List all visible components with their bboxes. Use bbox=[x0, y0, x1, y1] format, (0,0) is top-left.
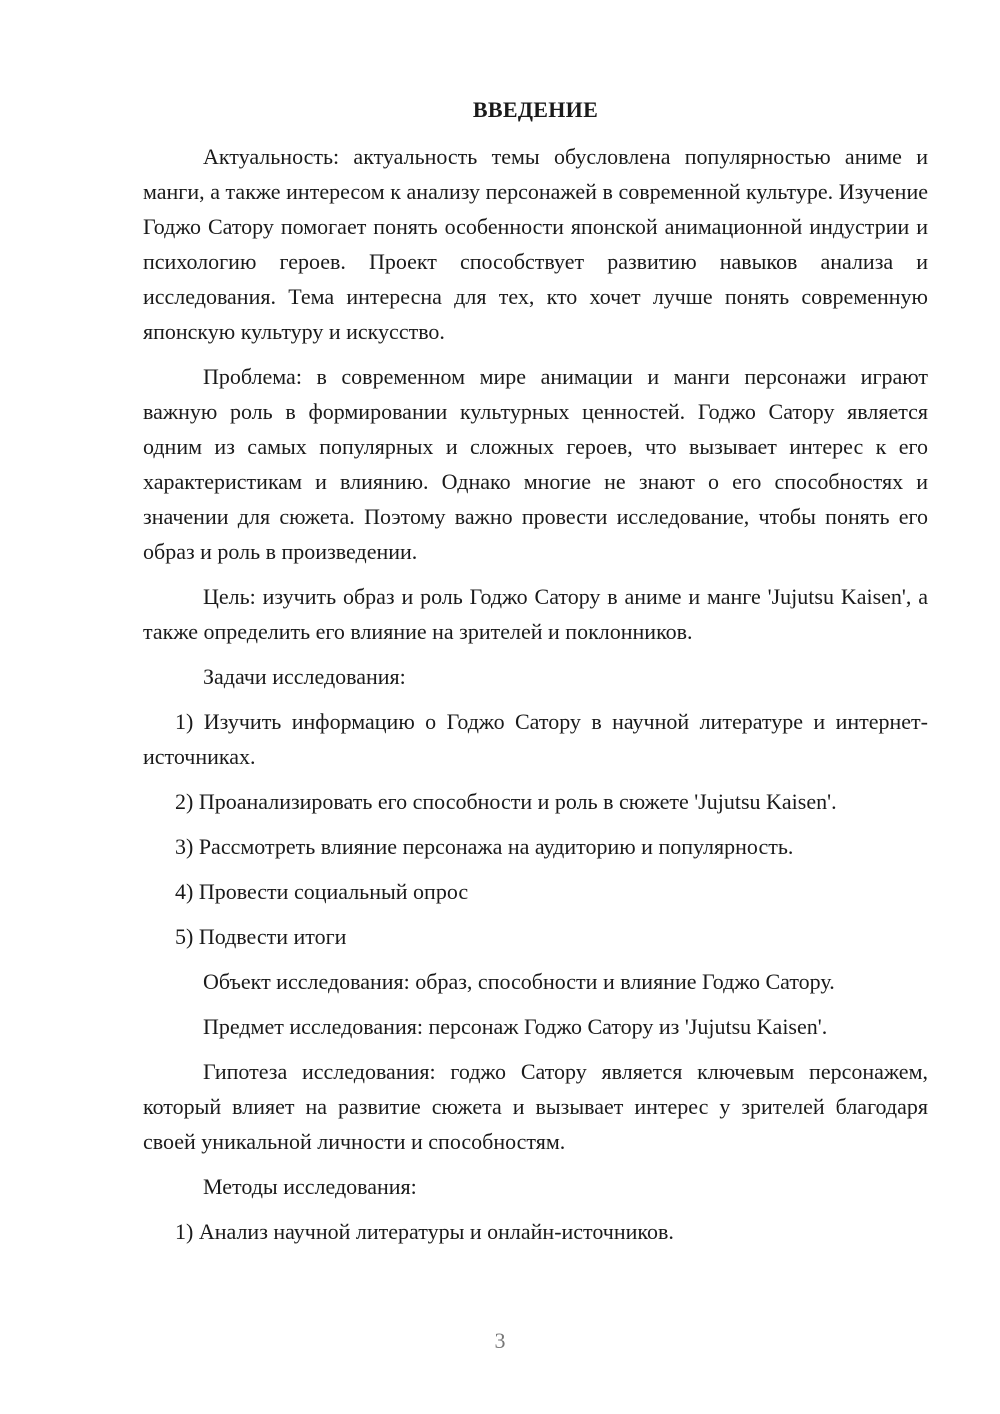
subject-paragraph: Предмет исследования: персонаж Годжо Сатору из 'Jujutsu Kaisen'. bbox=[203, 1014, 828, 1039]
object-paragraph: Объект исследования: образ, способности и влияние Годжо Сатору. bbox=[203, 969, 835, 994]
page-number: 3 bbox=[494, 1328, 506, 1353]
tasks-heading: Задачи исследования: bbox=[203, 664, 406, 689]
section-title: ВВЕДЕНИЕ bbox=[472, 97, 599, 122]
task-item: 2) Проанализировать его способности и роль в сюжете 'Jujutsu Kaisen'. bbox=[175, 789, 837, 814]
task-item: 1) Изучить информацию о Годжо Сатору в научной литературе и интернет-источниках. bbox=[143, 709, 928, 769]
page-content bbox=[143, 92, 928, 1259]
task-item: 4) Провести социальный опрос bbox=[175, 879, 469, 904]
method-item: 1) Анализ научной литературы и онлайн-источников. bbox=[175, 1219, 674, 1244]
hypothesis-paragraph: Гипотеза исследования: годжо Сатору является ключевым персонажем, который влияет на развитие сюжета и вызывает интерес у зрителей благодаря своей уникальной личности и способностям. bbox=[143, 1059, 928, 1154]
methods-heading: Методы исследования: bbox=[203, 1174, 417, 1199]
problem-paragraph: Проблема: в современном мире анимации и манги персонажи играют важную роль в формировании культурных ценностей. Годжо Сатору является одним из самых популярных и сложных героев, что вызывает интерес к его характеристикам и влиянию. Однако многие не знают о его способностях и значении для сюжета. Поэтому важно провести исследование, чтобы понять его образ и роль в произведении. bbox=[143, 364, 928, 564]
task-item: 3) Рассмотреть влияние персонажа на аудиторию и популярность. bbox=[175, 834, 794, 859]
task-item: 5) Подвести итоги bbox=[175, 924, 347, 949]
goal-paragraph: Цель: изучить образ и роль Годжо Сатору в аниме и манге 'Jujutsu Kaisen', а также определить его влияние на зрителей и поклонников. bbox=[143, 584, 928, 644]
relevance-paragraph: Актуальность: актуальность темы обусловлена популярностью аниме и манги, а также интересом к анализу персонажей в современной культуре. Изучение Годжо Сатору помогает понять особенности японской анимационной индустрии и психологию героев. Проект способствует развитию навыков анализа и исследования. Тема интересна для тех, кто хочет лучше понять современную японскую культуру и искусство. bbox=[143, 144, 928, 344]
